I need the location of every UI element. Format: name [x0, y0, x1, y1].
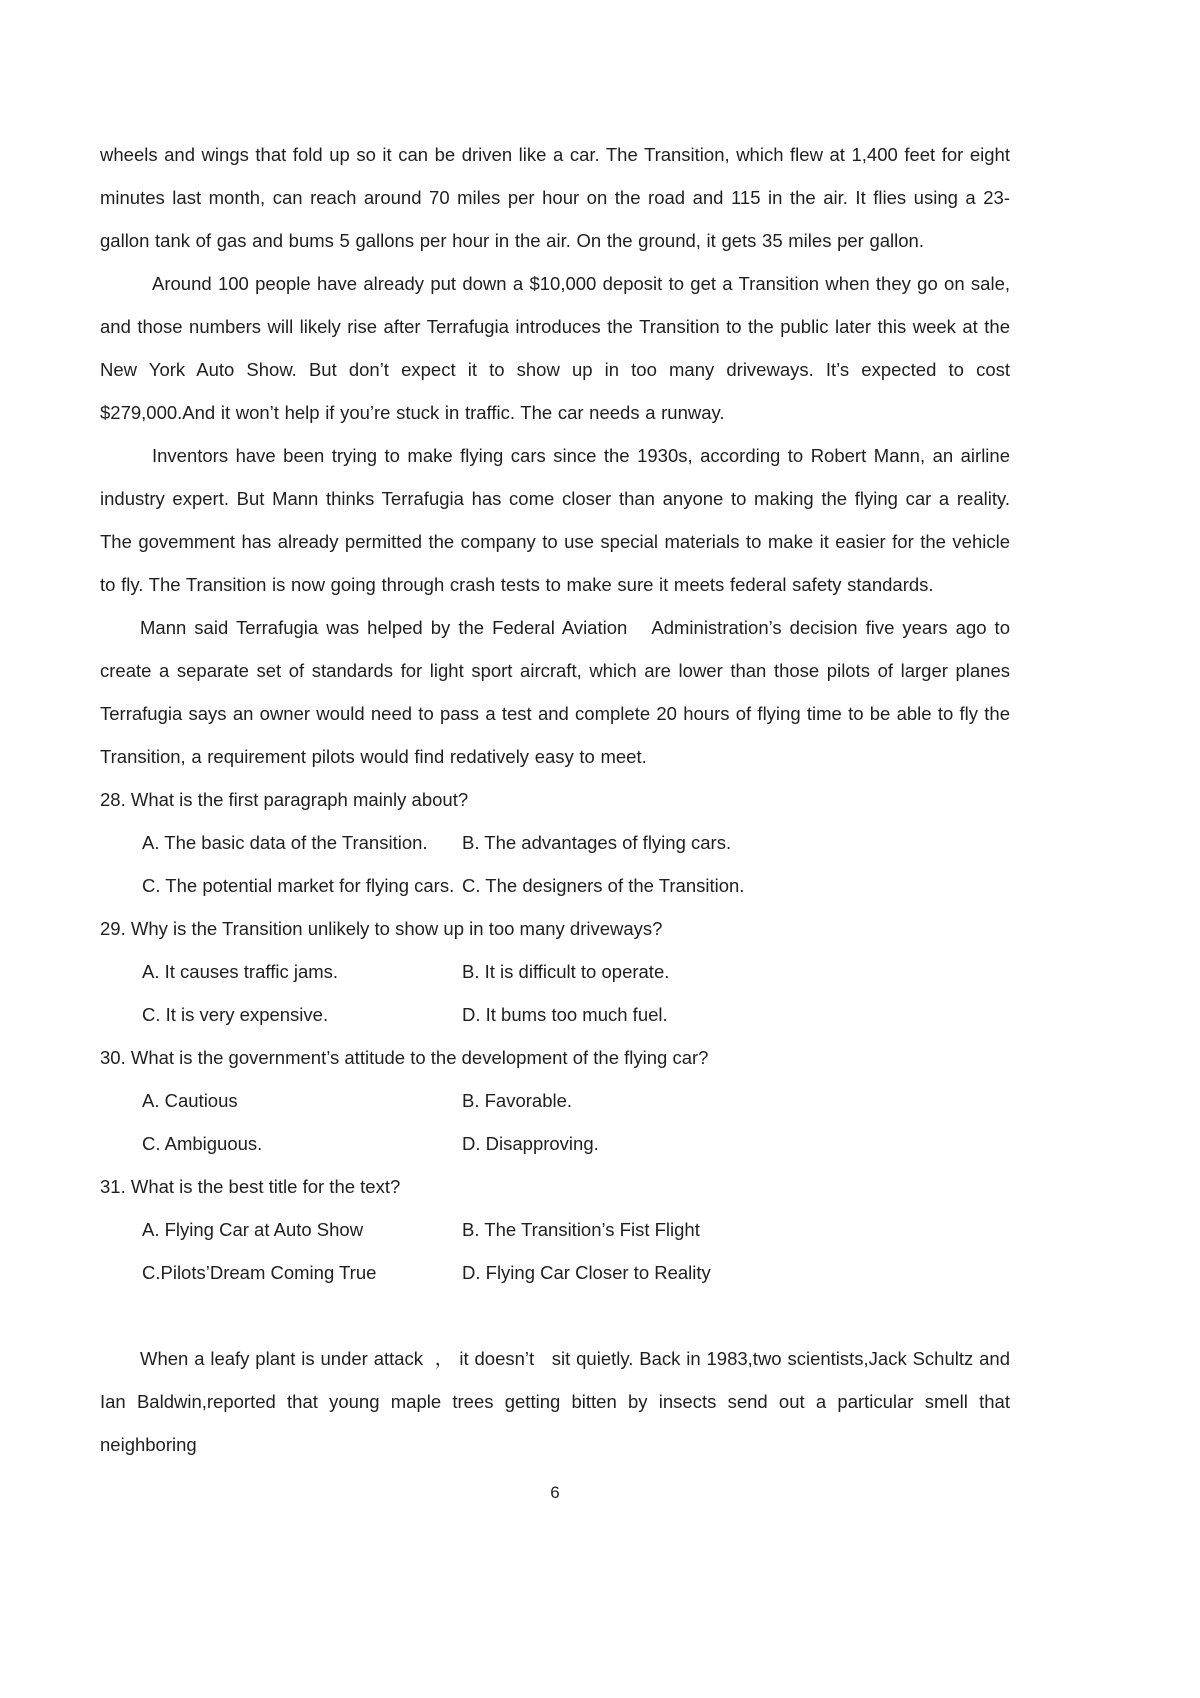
question-29-option-a: A. It causes traffic jams.	[142, 961, 339, 982]
question-30-option-c: C. Ambiguous.	[142, 1133, 263, 1154]
question-30-options-row-2	[100, 1122, 1010, 1165]
question-31-option-a: A. Flying Car at Auto Show	[142, 1219, 364, 1240]
passage-paragraph-2: Around 100 people have already put down a $10,000 deposit to get a Transition when they go on sale, and those numbers will likely rise after Terrafugia introduces the Transition to the public later this week at the New York Auto Show. But don’t expect it to show up in too many driveways. It’s expected to cost $279,000.And it won’t help if you’re stuck in traffic. The car needs a runway.	[100, 273, 1010, 423]
question-31	[100, 1165, 1010, 1294]
question-28	[100, 778, 1010, 907]
question-28-option-b: B. The advantages of flying cars.	[462, 832, 732, 853]
question-28-option-d: C. The designers of the Transition.	[462, 875, 745, 896]
page-number: 6	[550, 1483, 560, 1502]
question-29-option-d: D. It bums too much fuel.	[462, 1004, 668, 1025]
question-29-options-row-2	[100, 993, 1010, 1036]
question-31-stem: 31. What is the best title for the text?	[100, 1176, 401, 1197]
passage-paragraph-4: Mann said Terrafugia was helped by the Federal Aviation Administration’s decision five years ago to create a separate set of standards for light sport aircraft, which are lower than those pilots of larger planes Terrafugia says an owner would need to pass a test and complete 20 hours of flying time to be able to fly the Transition, a requirement pilots would find redatively easy to meet.	[100, 617, 1010, 767]
question-30-option-d: D. Disapproving.	[462, 1133, 599, 1154]
question-29-option-c: C. It is very expensive.	[142, 1004, 329, 1025]
question-30	[100, 1036, 1010, 1165]
question-29-stem: 29. Why is the Transition unlikely to show up in too many driveways?	[100, 918, 663, 939]
question-29	[100, 907, 1010, 1036]
question-28-options-row-2	[100, 864, 1010, 907]
question-31-options-row-1	[100, 1208, 1010, 1251]
question-30-options-row-1	[100, 1079, 1010, 1122]
question-28-stem: 28. What is the first paragraph mainly about?	[100, 789, 469, 810]
passage-paragraph-3: Inventors have been trying to make flying cars since the 1930s, according to Robert Mann, an airline industry expert. But Mann thinks Terrafugia has come closer than anyone to making the flying car a reality. The govemment has already permitted the company to use special materials to make it easier for the vehicle to fly. The Transition is now going through crash tests to make sure it meets federal safety standards.	[100, 445, 1010, 595]
question-30-option-b: B. Favorable.	[462, 1090, 573, 1111]
question-31-option-d: D. Flying Car Closer to Reality	[462, 1262, 711, 1283]
question-31-options-row-2	[100, 1251, 1010, 1294]
question-29-options-row-1	[100, 950, 1010, 993]
question-30-option-a: A. Cautious	[142, 1090, 238, 1111]
question-31-option-b: B. The Transition’s Fist Flight	[462, 1219, 700, 1240]
question-28-option-a: A. The basic data of the Transition.	[142, 832, 428, 853]
passage-paragraph-1: wheels and wings that fold up so it can be driven like a car. The Transition, which flew at 1,400 feet for eight minutes last month, can reach around 70 miles per hour on the road and 115 in the air. It flies using a 23-gallon tank of gas and bums 5 gallons per hour in the air. On the ground, it gets 35 miles per gallon.	[100, 144, 1010, 251]
question-28-options-row-1	[100, 821, 1010, 864]
question-31-option-c: C.Pilots’Dream Coming True	[142, 1262, 377, 1283]
question-28-option-c: C. The potential market for flying cars.	[142, 875, 455, 896]
next-passage-paragraph: When a leafy plant is under attack ， it doesn’t sit quietly. Back in 1983,two scientists,Jack Schultz and Ian Baldwin,reported that young maple trees getting bitten by insects send out a particular smell that neighboring	[100, 1348, 1010, 1455]
question-29-option-b: B. It is difficult to operate.	[462, 961, 670, 982]
question-30-stem: 30. What is the government’s attitude to the development of the flying car?	[100, 1047, 709, 1068]
